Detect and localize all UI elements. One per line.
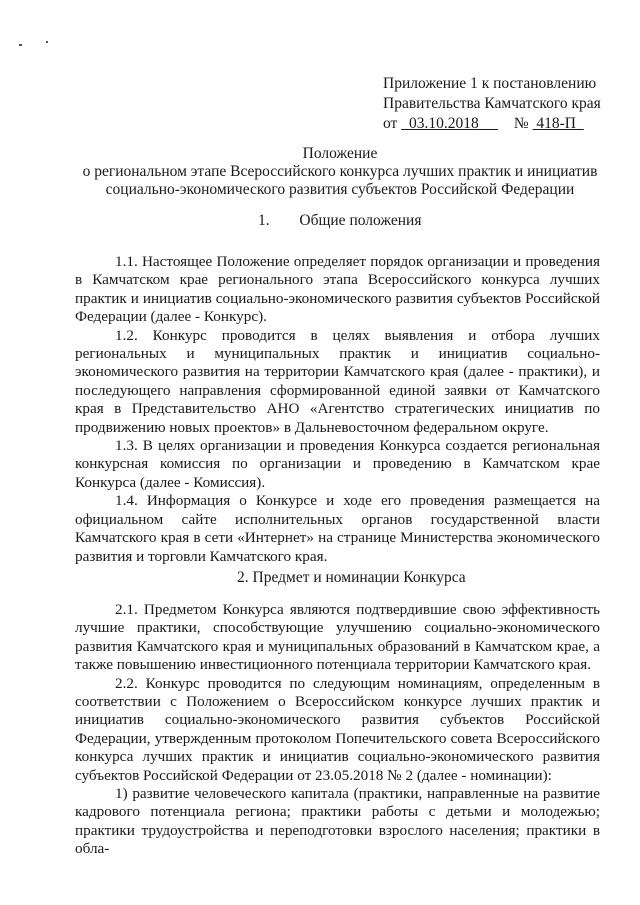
scan-speck [46, 41, 48, 43]
section-2-body [75, 601, 600, 859]
section-1-number: 1. [258, 212, 270, 229]
section-1-body [75, 253, 600, 566]
paragraph-1-3: 1.3. В целях организации и проведения Конкурса создается региональная конкурсная комиссия по организации и проведению в Камчатском крае Конкурса (далее - Комиссия). [75, 437, 600, 491]
title-line-3: социально-экономического развития субъектов Российской Федерации [105, 181, 575, 198]
section-1-heading [258, 212, 421, 230]
title-line-2: о региональном этапе Всероссийского конкурса лучших практик и инициатив [82, 163, 598, 180]
title-line-1: Положение [302, 145, 378, 162]
number-field [533, 115, 584, 132]
section-2-heading: 2. Предмет и номинации Конкурса [237, 569, 466, 586]
document-title [70, 145, 610, 199]
paragraph-2-nomination-1: 1) развитие человеческого капитала (практики, направленные на развитие кадрового потенциала региона; практики работы с детьми и молодежью; практики трудоустройства и переподготовки взрослого населения; практики в обла- [75, 785, 600, 858]
paragraph-2-1: 2.1. Предметом Конкурса являются подтвердившие свою эффективность лучшие практики, способствующие улучшению социально-экономического развития Камчатского края и муниципальных образований в Камчатском крае, а также повышению инвестиционного потенциала территории Камчатского края. [75, 601, 600, 674]
appendix-line-2: Правительства Камчатского края [383, 95, 601, 112]
paragraph-1-4: 1.4. Информация о Конкурсе и ходе его проведения размещается на официальном сайте исполнительных органов государственной власти Камчатского края в сети «Интернет» на странице Министерства экономического развития и торговли Камчатского края. [75, 492, 600, 565]
paragraph-1-2: 1.2. Конкурс проводится в целях выявления и отбора лучших региональных и муниципальных практик и инициатив социально-экономического развития на территории Камчатского края (далее - практики), и последующего направления сформированной единой заявки от Камчатского края в Представительство АНО «Агентство стратегических инициатив по продвижению новых проектов» в Дальневосточном федеральном округе. [75, 326, 600, 436]
number-value: 418-П [536, 115, 576, 132]
paragraph-1-1: 1.1. Настоящее Положение определяет порядок организации и проведения в Камчатском крае регионального этапа Всероссийского конкурса лучших практик и инициатив социально-экономического развития субъектов Российской Федерации (далее - Конкурс). [75, 253, 600, 326]
date-value: 03.10.2018 [408, 115, 479, 132]
appendix-date-line [383, 114, 601, 134]
section-1-title: Общие положения [299, 212, 422, 229]
paragraph-2-2: 2.2. Конкурс проводится по следующим номинациям, определенным в соответствии с Положением о Всероссийском конкурсе лучших практик и инициатив социально-экономического развития субъектов Российской Федерации, утвержденным протоколом Попечительского совета Всероссийского конкурса лучших практик и инициатив социально-экономического развития субъектов Российской Федерации от 23.05.2018 № 2 (далее - номинации): [75, 674, 600, 784]
date-field [401, 115, 498, 132]
number-prefix: № [513, 115, 529, 132]
date-prefix: от [383, 115, 398, 132]
appendix-line-1: Приложение 1 к постановлению [383, 75, 597, 92]
scan-speck [19, 44, 22, 46]
appendix-header [383, 74, 601, 134]
